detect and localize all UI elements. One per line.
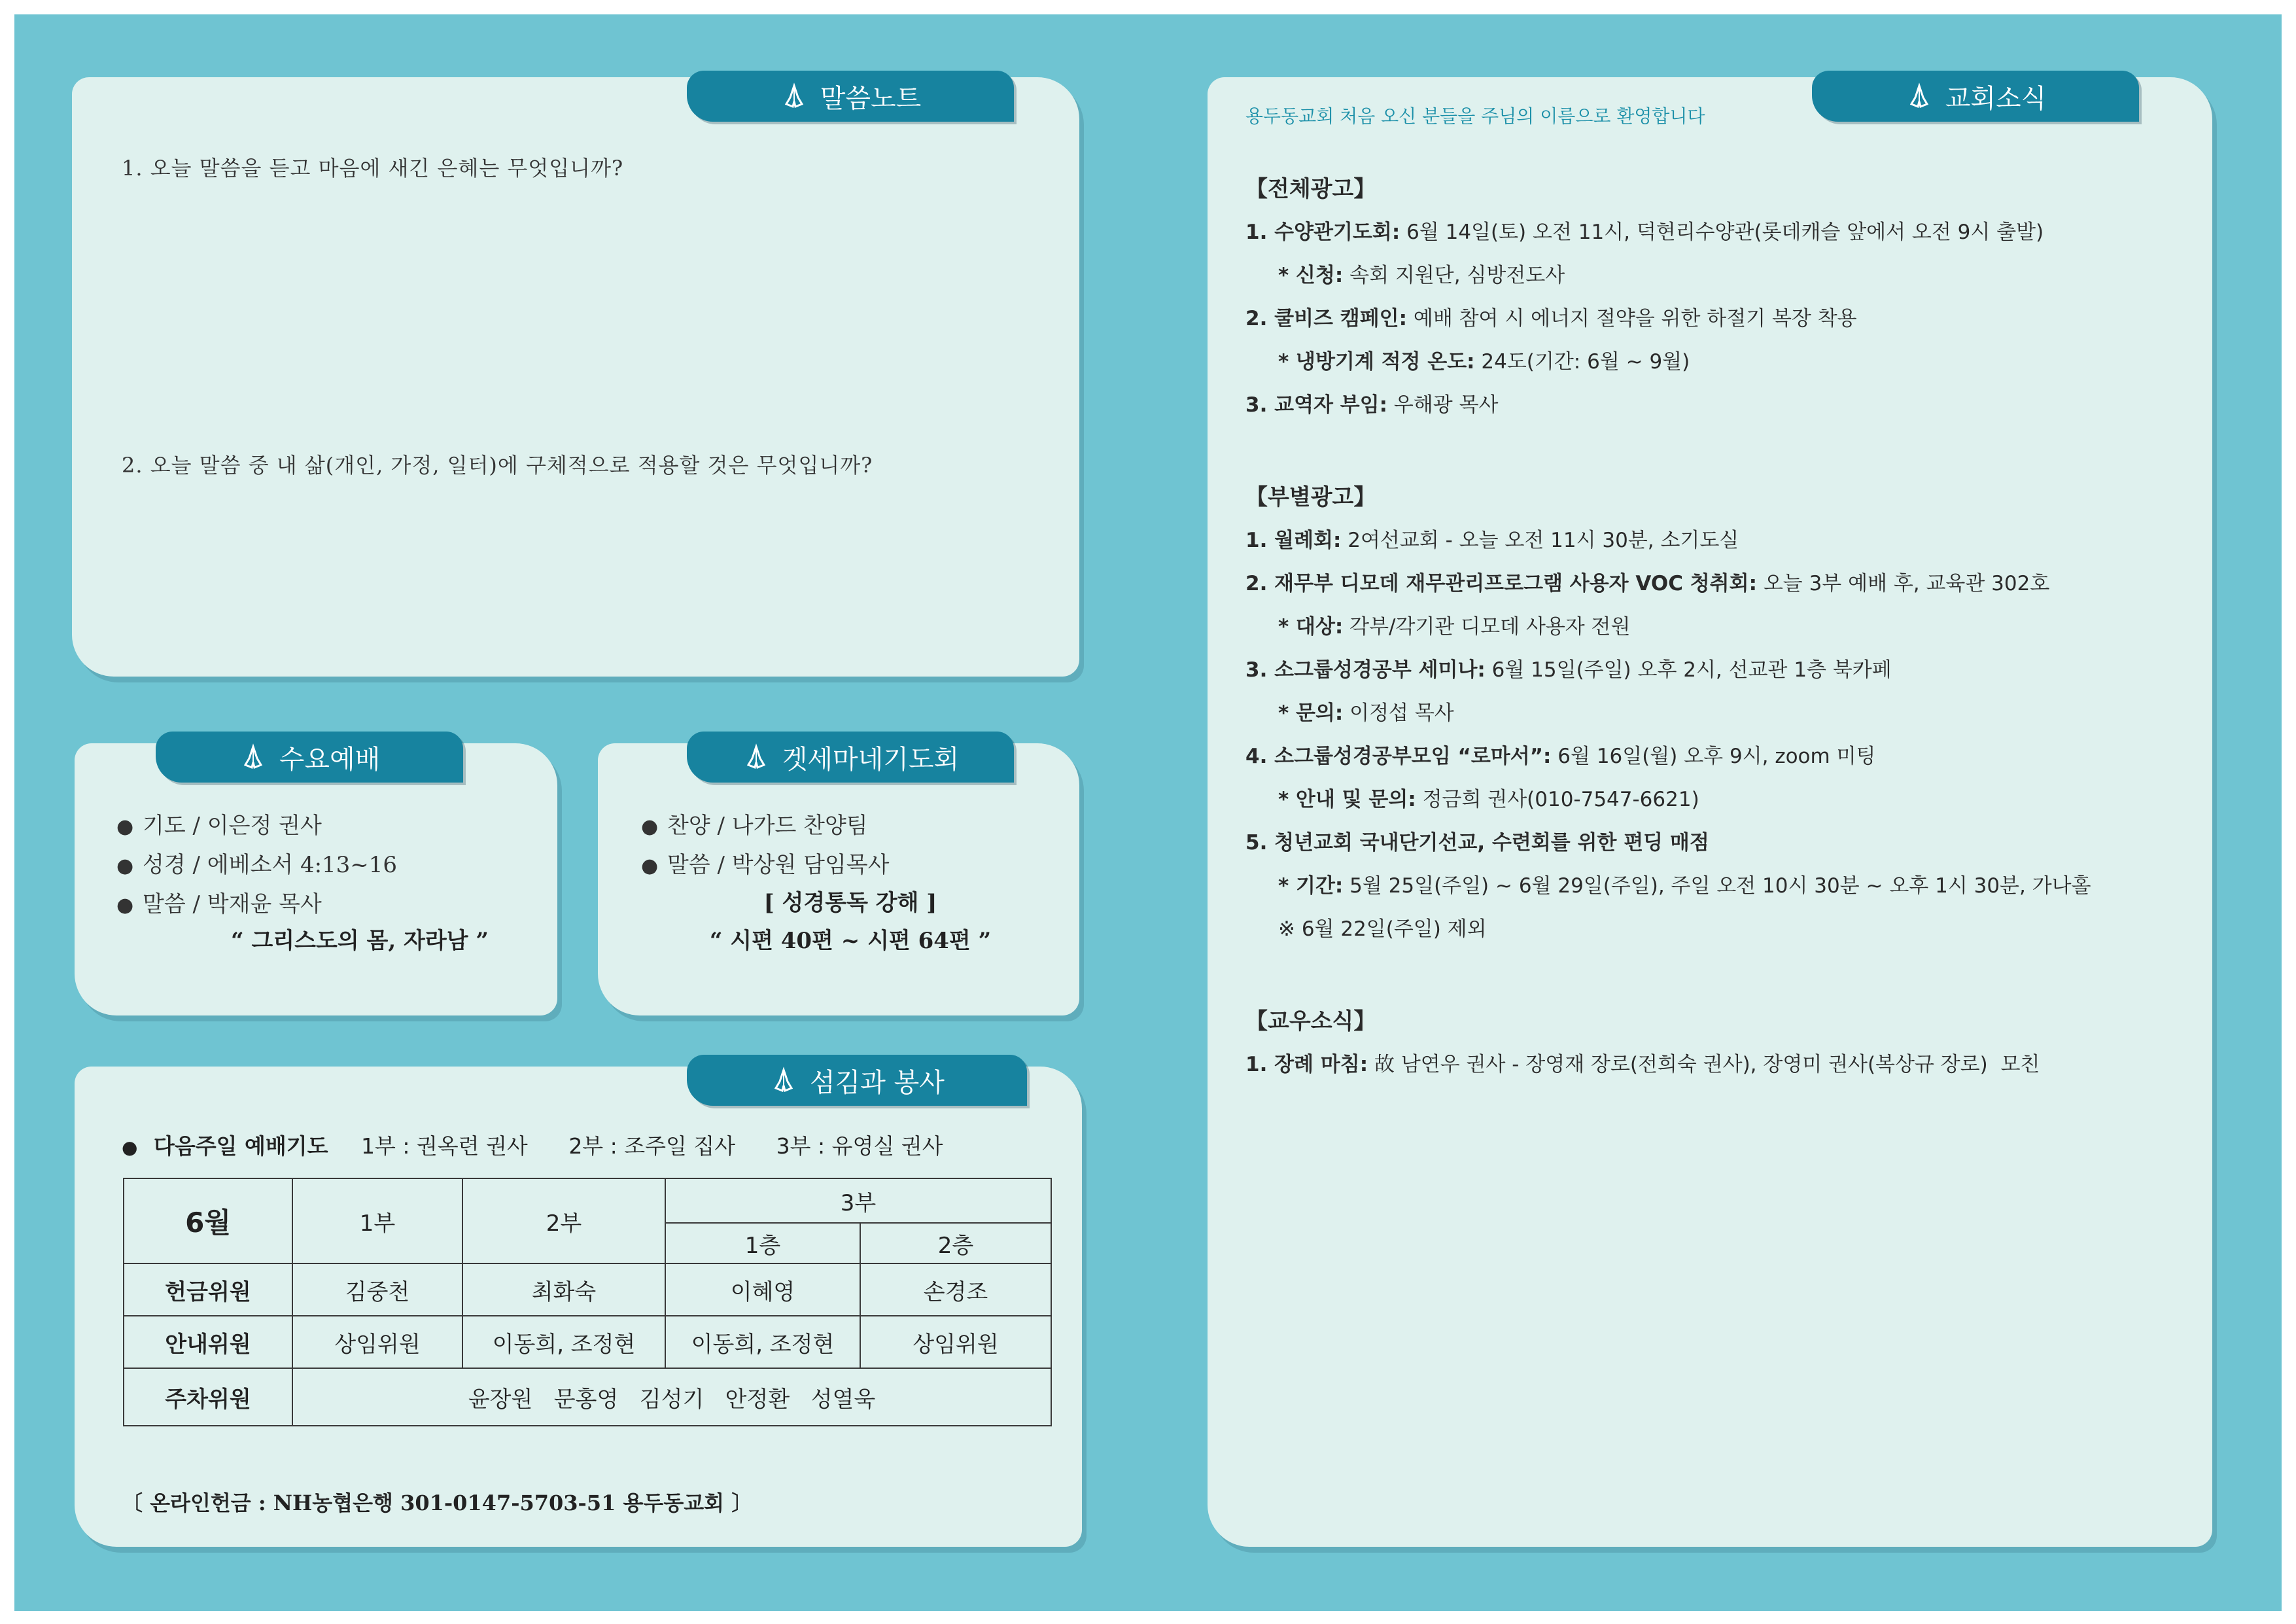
announcement-label: 3. 소그룹성경공부 세미나: [1245,658,1486,682]
member-news-title: 【교우소식】 [1245,1008,1376,1034]
general-announcements-title: 【전체광고】 [1245,176,1376,202]
list-item: ● 찬양 / 나가드 찬양팀 [641,813,868,839]
praying-hands-icon [239,743,268,771]
announcement-item [1245,519,2187,562]
table-cell: 이동희, 조정현 [665,1316,860,1368]
praying-hands-icon [769,1066,798,1095]
praying-hands-icon [1905,82,1934,111]
announcement-label: 2. 재무부 디모데 재무관리프로그램 사용자 VOC 청취회: [1245,572,1757,595]
announcement-label: * 문의: [1278,701,1344,725]
announcement-text: 故 남연우 권사 - 장영재 장로(전희숙 권사), 장영미 권사(복상규 장로) 모친 [1368,1053,2040,1076]
announcement-label: 2. 쿨비즈 캠페인: [1245,307,1408,330]
announcement-item [1245,821,2187,864]
praying-hands-icon [780,82,809,111]
announcement-label: * 냉방기계 적정 온도: [1278,350,1475,374]
duty-table [123,1178,1052,1426]
gethsemane-line-1: [ 성경통독 강해 ] [763,890,937,916]
announcement-item [1245,383,2187,427]
table-cell: 윤장원 문홍영 김성기 안정환 성열욱 [292,1368,1051,1426]
list-item: ● 말씀 / 박재윤 목사 [116,891,322,917]
table-row [124,1368,1051,1426]
announcement-label: 3. 교역자 부임: [1245,393,1388,417]
announcement-label: * 대상: [1278,615,1344,639]
announcement-text: 6월 15일(주일) 오후 2시, 선교관 1층 북카페 [1485,658,1892,682]
table-header: 1층 [665,1223,860,1263]
list-item: ● 성경 / 에베소서 4:13~16 [116,852,398,878]
service-tab [687,1055,1027,1106]
announcement-text: 우해광 목사 [1387,393,1499,417]
department-announcements [1245,519,2187,951]
announcements [1245,168,2187,1086]
online-offering: 〔 온라인헌금 : NH농협은행 301-0147-5703-51 용두동교회 〕 [122,1491,753,1515]
next-sunday-prayer: ● 다음주일 예배기도 1부 : 권옥련 권사 2부 : 조주일 집사 3부 : 유영실 권사 [122,1133,943,1159]
wednesday-service-tab-label: 수요예배 [279,744,381,775]
table-cell: 상임위원 [860,1316,1051,1368]
announcement-text: 6월 14일(토) 오전 11시, 덕현리수양관(롯데캐슬 앞에서 오전 9시 출발) [1400,221,2044,244]
announcement-item [1245,692,2187,735]
list-item: ● 기도 / 이은정 권사 [116,813,322,839]
announcement-text: 24도(기간: 6월 ~ 9월) [1474,350,1690,374]
wednesday-service-tab [156,732,463,783]
church-news-tab-label: 교회소식 [1945,83,2047,114]
announcement-label: 1. 월례회: [1245,529,1342,552]
table-month: 6월 [124,1178,292,1263]
gethsemane-list [641,806,889,885]
welcome-text: 용두동교회 처음 오신 분들을 주님의 이름으로 환영합니다 [1245,105,1705,127]
announcement-text: 각부/각기관 디모데 사용자 전원 [1343,615,1631,639]
prayer-entry: 2부 : 조주일 집사 [568,1133,736,1159]
announcement-text: 예배 참여 시 에너지 절약을 위한 하절기 복장 착용 [1407,307,1857,330]
table-cell: 김중천 [292,1263,462,1316]
table-row [124,1316,1051,1368]
church-news-tab [1812,71,2139,122]
prayer-entry: 1부 : 권옥련 권사 [360,1133,528,1159]
wednesday-service-list [116,806,397,924]
member-news [1245,1043,2187,1086]
announcement-item [1245,864,2187,908]
announcement-item [1245,297,2187,340]
table-header: 3부 [665,1178,1051,1223]
announcement-label: * 안내 및 문의: [1278,788,1416,811]
announcement-item [1245,340,2187,383]
table-cell: 상임위원 [292,1316,462,1368]
announcement-item [1245,1043,2187,1086]
table-cell: 최화숙 [462,1263,665,1316]
announcement-text: 정금희 권사(010-7547-6621) [1416,788,1699,811]
gethsemane-tab [687,732,1014,783]
praying-hands-icon [742,743,771,771]
list-item: ● 말씀 / 박상원 담임목사 [641,852,890,878]
table-header: 2층 [860,1223,1051,1263]
sermon-note-tab-label: 말씀노트 [820,83,922,114]
prayer-label: 다음주일 예배기도 [153,1133,328,1159]
sermon-note-question-2: 2. 오늘 말씀 중 내 삶(개인, 가정, 일터)에 구체적으로 적용할 것은 무엇입니까? [122,453,873,478]
sermon-note-tab [687,71,1014,122]
prayer-entry: 3부 : 유영실 권사 [776,1133,943,1159]
announcement-text: 이정섭 목사 [1343,701,1454,725]
table-role: 주차위원 [124,1368,292,1426]
announcement-label: * 신청: [1278,264,1344,287]
announcement-item [1245,605,2187,648]
announcement-label: 5. 청년교회 국내단기선교, 수련회를 위한 편딩 매점 [1245,831,1709,855]
announcement-item [1245,778,2187,821]
announcement-text: ※ 6월 22일(주일) 제외 [1278,917,1487,941]
announcement-text: 5월 25일(주일) ~ 6월 29일(주일), 주일 오전 10시 30분 ~ 오후 1시 30분, 가나홀 [1343,874,2091,898]
wednesday-sermon-title: “ 그리스도의 몸, 자라남 ” [231,928,489,954]
announcement-label: 1. 수양관기도회: [1245,221,1400,244]
announcement-label: 1. 장례 마침: [1245,1053,1368,1076]
announcement-label: 4. 소그룹성경공부모임 “로마서”: [1245,745,1552,768]
service-tab-label: 섬김과 봉사 [810,1067,945,1098]
announcement-item [1245,254,2187,297]
announcement-item [1245,735,2187,778]
table-role: 안내위원 [124,1316,292,1368]
gethsemane-tab-label: 겟세마네기도회 [782,744,960,775]
announcement-item [1245,908,2187,951]
announcement-item [1245,562,2187,605]
announcement-item [1245,648,2187,692]
table-header: 2부 [462,1178,665,1263]
announcement-text: 속회 지원단, 심방전도사 [1343,264,1565,287]
table-cell: 손경조 [860,1263,1051,1316]
sermon-note-question-1: 1. 오늘 말씀을 듣고 마음에 새긴 은혜는 무엇입니까? [122,156,624,181]
department-announcements-title: 【부별광고】 [1245,484,1376,510]
table-role: 헌금위원 [124,1263,292,1316]
table-row [124,1263,1051,1316]
general-announcements [1245,211,2187,427]
gethsemane-line-2: “ 시편 40편 ~ 시편 64편 ” [709,928,992,954]
table-cell: 이동희, 조정현 [462,1316,665,1368]
announcement-text: 2여선교회 - 오늘 오전 11시 30분, 소기도실 [1341,529,1739,552]
table-header: 1부 [292,1178,462,1263]
table-cell: 이혜영 [665,1263,860,1316]
announcement-text: 6월 16일(월) 오후 9시, zoom 미팅 [1551,745,1876,768]
announcement-text: 오늘 3부 예배 후, 교육관 302호 [1756,572,2050,595]
announcement-label: * 기간: [1278,874,1344,898]
announcement-item [1245,211,2187,254]
